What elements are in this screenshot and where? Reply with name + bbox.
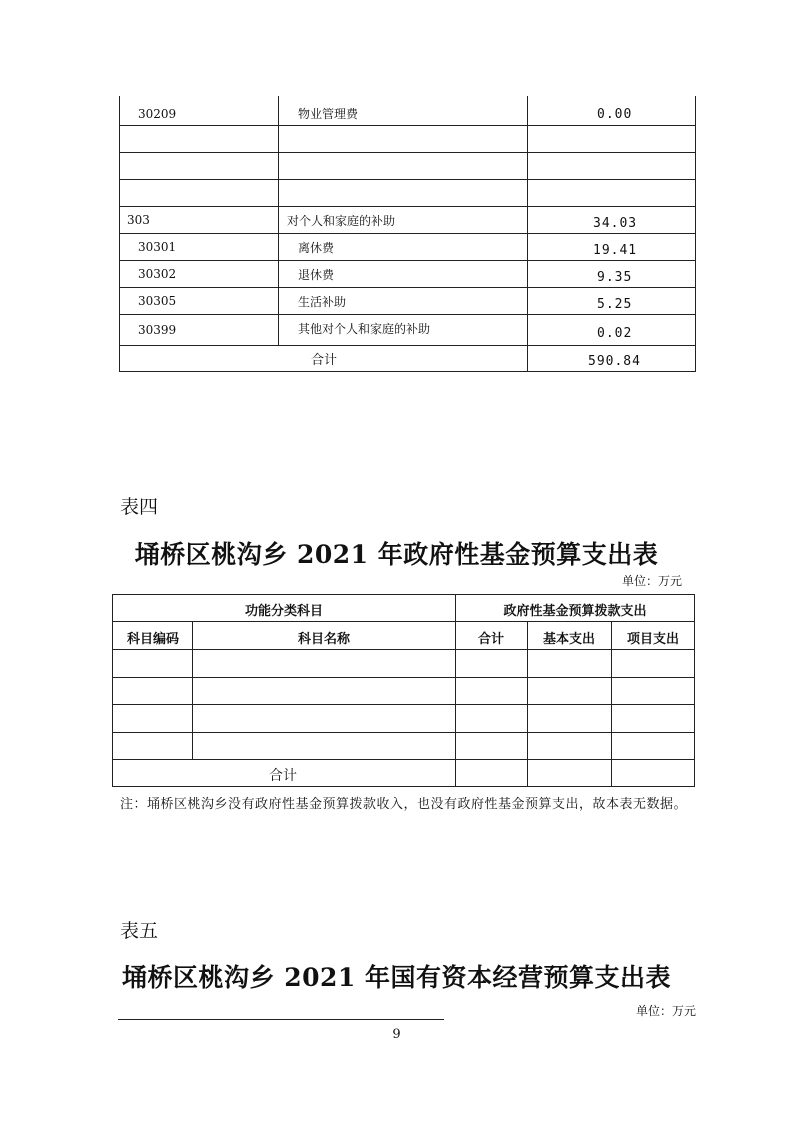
expense-table-continued [119, 96, 696, 372]
total-label: 合计 [311, 353, 338, 368]
total-label: 合计 [269, 768, 297, 784]
unit-label: 单位：万元 [622, 574, 683, 588]
row-divider [113, 677, 694, 678]
column-divider [527, 621, 528, 786]
table-row [119, 96, 696, 126]
subject-code: 30209 [138, 107, 177, 121]
table-row [119, 287, 696, 315]
amount: 0.02 [597, 326, 633, 341]
amount: 5.25 [597, 297, 633, 312]
row-divider [113, 621, 694, 622]
subject-name: 对个人和家庭的补助 [287, 214, 396, 228]
header-project-expense: 项目支出 [626, 632, 680, 647]
table-row [119, 125, 696, 153]
section-label: 表四 [120, 496, 159, 518]
table-row [119, 152, 696, 180]
amount: 0.00 [597, 107, 633, 122]
government-fund-table [112, 594, 695, 787]
header-fund-appropriation: 政府性基金预算拨款支出 [503, 604, 647, 619]
amount: 34.03 [593, 216, 638, 231]
subject-name: 物业管理费 [298, 107, 359, 121]
column-divider [192, 621, 193, 759]
page-number: 9 [392, 1027, 401, 1042]
table-note: 注：埇桥区桃沟乡没有政府性基金预算拨款收入，也没有政府性基金预算支出，故本表无数据。 [120, 797, 688, 812]
subject-code: 30301 [138, 240, 177, 254]
header-functional-classification: 功能分类科目 [244, 604, 324, 619]
subject-code: 30302 [138, 267, 177, 281]
table-row [119, 260, 696, 288]
subject-code: 30399 [138, 323, 177, 337]
row-divider [113, 732, 694, 733]
header-total: 合计 [477, 632, 505, 647]
total-amount: 590.84 [588, 354, 641, 369]
amount: 9.35 [597, 270, 633, 285]
row-divider [113, 704, 694, 705]
table-row [119, 314, 696, 346]
row-divider [113, 649, 694, 650]
subject-name: 离休费 [298, 241, 335, 255]
header-subject-code: 科目编码 [126, 632, 180, 647]
subject-name: 生活补助 [298, 295, 347, 309]
table-row [119, 179, 696, 207]
table-title: 埇桥区桃沟乡 2021 年国有资本经营预算支出表 [122, 963, 671, 992]
table-title: 埇桥区桃沟乡 2021 年政府性基金预算支出表 [134, 540, 659, 569]
table-total-row [119, 345, 696, 372]
section-label: 表五 [120, 920, 159, 942]
subject-code: 30305 [138, 294, 177, 308]
subject-name: 退休费 [298, 268, 335, 282]
subject-code: 303 [127, 213, 150, 227]
amount: 19.41 [593, 243, 638, 258]
header-basic-expense: 基本支出 [542, 632, 596, 647]
row-divider [113, 759, 694, 760]
column-divider [455, 595, 456, 786]
table-row [119, 206, 696, 234]
header-subject-name: 科目名称 [297, 632, 351, 647]
unit-label: 单位：万元 [636, 1004, 697, 1018]
column-divider [611, 621, 612, 786]
table-row [119, 233, 696, 261]
footer-rule [118, 1019, 444, 1020]
subject-name: 其他对个人和家庭的补助 [298, 322, 431, 336]
